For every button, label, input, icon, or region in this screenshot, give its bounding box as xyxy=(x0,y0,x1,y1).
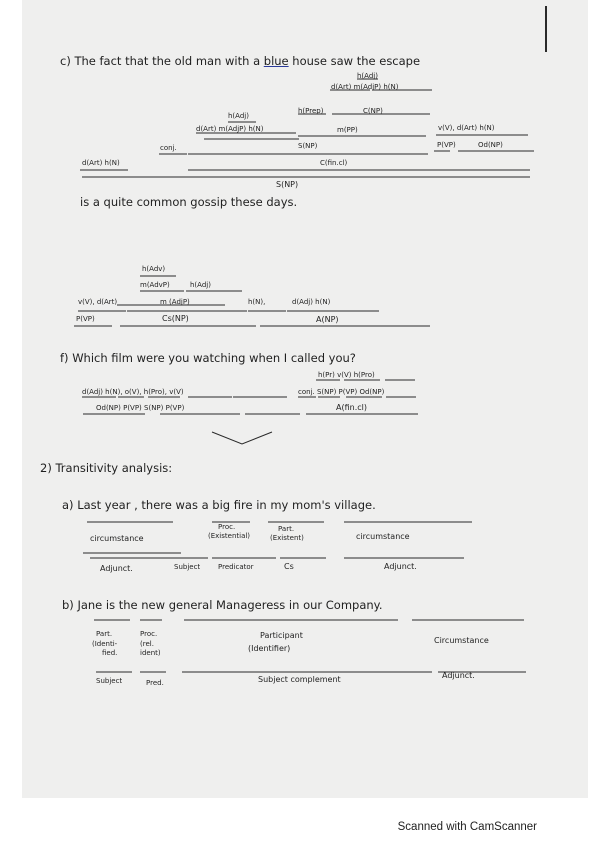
sentence-c-part1: c) The fact that the old man with a xyxy=(60,54,264,68)
tag-cfincl: C(fin.cl) xyxy=(320,159,348,167)
tag-f-top: h(Pr) v(V) h(Pro) xyxy=(318,371,375,379)
sentence-c-underlined-word: blue xyxy=(263,54,289,68)
tag-dadj-hn: d(Adj) h(N) xyxy=(292,298,331,306)
tag-hn-is: h(N), xyxy=(248,298,266,306)
tag-2a-circumstance-2: circumstance xyxy=(356,532,410,541)
sentence-c-line xyxy=(60,56,420,68)
tag-v-d: v(V), d(Art) xyxy=(78,298,118,306)
tag-hprep: h(Prep) xyxy=(298,107,324,115)
tag-f-conj: conj. S(NP) P(VP) Od(NP) xyxy=(298,388,385,396)
camscanner-watermark: Scanned with CamScanner xyxy=(397,821,537,833)
tag-pvp-is: P(VP) xyxy=(76,315,95,323)
tag-f-mid: d(Adj) h(N), o(V), h(Pro), v(V) xyxy=(82,388,184,396)
tag-mpp: m(PP) xyxy=(337,126,358,134)
tag-conj: conj. xyxy=(160,144,177,152)
tag-anp: A(NP) xyxy=(316,315,339,324)
tag-2b-part: Part. xyxy=(96,630,113,638)
tag-left-group: d(Art) h(N) xyxy=(82,159,120,167)
sentence-c-continuation: is a quite common gossip these days. xyxy=(80,195,298,209)
tag-2a-adjunct-2: Adjunct. xyxy=(384,562,417,571)
tag-snp: S(NP) xyxy=(298,142,318,150)
tag-2b-participant: Participant xyxy=(260,631,303,640)
tag-2b-proc: Proc. xyxy=(140,630,158,638)
tag-2a-subject: Subject xyxy=(174,563,201,571)
tag-2a-existential: (Existential) xyxy=(208,532,251,540)
tag-f-afincl: A(fin.cl) xyxy=(336,403,367,412)
tag-hadj-is: h(Adj) xyxy=(190,281,211,289)
tag-v-d-h: v(V), d(Art) h(N) xyxy=(438,124,495,132)
tag-2a-circumstance-1: circumstance xyxy=(90,534,144,543)
tag-2b-identified: (Identi- xyxy=(92,640,118,648)
tag-2a-part: Part. xyxy=(278,525,295,533)
tag-hadj-top: h(Adj) xyxy=(357,72,378,80)
sentence-c-part3: house saw the escape xyxy=(288,54,421,68)
tag-cnp: C(NP) xyxy=(363,107,383,115)
tag-dart-madjp-hn-top: d(Art) m(AdjP) h(N) xyxy=(331,83,399,91)
tag-mid-group: d(Art) m(AdjP) h(N) xyxy=(196,125,264,133)
sentence-2a: a) Last year , there was a big fire in my mom's village. xyxy=(62,498,376,512)
tag-madvp: m(AdvP) xyxy=(140,281,170,289)
sentence-f-line: f) Which film were you watching when I called you? xyxy=(60,351,356,365)
tag-2b-subject-complement: Subject complement xyxy=(258,675,341,684)
tag-hadv: h(Adv) xyxy=(142,265,166,273)
tag-2b-rel: (rel. xyxy=(140,640,154,648)
tag-pvp: P(VP) xyxy=(437,141,456,149)
tag-2b-subject: Subject xyxy=(96,677,123,685)
tag-2a-cs: Cs xyxy=(284,562,294,571)
tag-2a-existent: (Existent) xyxy=(270,534,304,542)
tag-2a-adjunct-1: Adjunct. xyxy=(100,564,133,573)
tag-2b-circumstance: Circumstance xyxy=(434,636,489,645)
tag-odnp: Od(NP) xyxy=(478,141,503,149)
tag-2b-pred: Pred. xyxy=(146,679,164,687)
tag-2b-fied: fied. xyxy=(102,649,118,657)
tag-2b-identifier: (Identifier) xyxy=(248,644,291,653)
tag-2a-predicator: Predicator xyxy=(218,563,254,571)
sentence-2b: b) Jane is the new general Manageress in our Company. xyxy=(62,598,383,612)
tag-2b-ident: ident) xyxy=(140,649,161,657)
tag-f-bottom: Od(NP) P(VP) S(NP) P(VP) xyxy=(96,404,185,412)
transitivity-heading: 2) Transitivity analysis: xyxy=(40,461,173,475)
tag-csnp: Cs(NP) xyxy=(162,314,189,323)
tag-madjp-is: m (AdjP) xyxy=(160,298,190,306)
tag-snp-root: S(NP) xyxy=(276,180,299,189)
tag-2b-adjunct: Adjunct. xyxy=(442,671,475,680)
tag-hadj-mid: h(Adj) xyxy=(228,112,249,120)
tag-2a-proc: Proc. xyxy=(218,523,236,531)
